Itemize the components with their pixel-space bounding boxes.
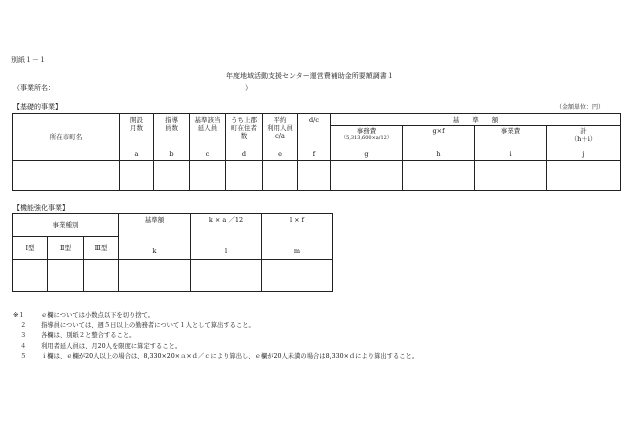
cell-m[interactable] (262, 260, 333, 292)
header-open-months: 開設 月数 a (120, 114, 154, 161)
cell-j[interactable] (547, 161, 621, 191)
header-project-cost: 事業費 i (475, 126, 547, 161)
enhance-table (12, 213, 333, 292)
doc-label: 別紙１－１ (11, 56, 46, 64)
note-item: ３ 各欄は、別紙２と整合すること。 (20, 332, 136, 340)
header-upper-town-users: うち上郡 町在住者 数 d (226, 114, 263, 161)
header-gf: g×f h (403, 126, 475, 161)
cell-d[interactable] (226, 161, 263, 191)
header-leaders: 指導 員数 b (154, 114, 190, 161)
cell-a[interactable] (120, 161, 154, 191)
office-name-label: （事業所名： (13, 84, 55, 92)
header-base-users: 基準該当 延人員 c (190, 114, 226, 161)
cell-type-1[interactable] (13, 260, 48, 292)
header-total: 計 （h＋i） j (547, 126, 621, 161)
note-item: ５ ｉ欄は、ｅ欄が20人以上の場合は、8,330×20×ａ×ｄ／ｃにより算出し、ｅ欄が20人未満の場合は8,330×ｄにより算出すること。 (20, 352, 419, 360)
cell-type-2[interactable] (48, 260, 84, 292)
header-formula-l: k × a ／12 l (191, 214, 262, 260)
notes (13, 311, 418, 362)
cell-b[interactable] (154, 161, 190, 191)
page-title: 年度地域活動支援センター運営費補助金所要額調書１ (226, 72, 394, 80)
unit-label: （金額単位：円） (556, 104, 605, 111)
cell-g[interactable] (331, 161, 403, 191)
note-item: ※１ ｅ欄については小数点以下を切り捨て。 (13, 312, 155, 319)
cell-e[interactable] (263, 161, 298, 191)
enhance-section-label: 【機能強化事業】 (13, 204, 69, 212)
header-avg-users: 平約 利用人員 c/a e (263, 114, 298, 161)
cell-i[interactable] (475, 161, 547, 191)
cell-type-3[interactable] (84, 260, 119, 292)
header-type-1: Ⅰ型 (13, 237, 48, 260)
cell-f[interactable] (298, 161, 331, 191)
cell-location[interactable] (13, 161, 120, 191)
basic-section-label: 【基礎的事業】 (13, 103, 62, 111)
header-base-k: 基準額 k (119, 214, 191, 260)
header-office-cost: 事務費 （5,313,600×a/12） g (331, 126, 403, 161)
cell-c[interactable] (190, 161, 226, 191)
header-type-3: Ⅲ型 (84, 237, 119, 260)
cell-k[interactable] (119, 260, 191, 292)
header-dc: d/c f (298, 114, 331, 161)
cell-l[interactable] (191, 260, 262, 292)
header-location: 所在市町名 (13, 114, 120, 161)
office-name-close: ） (245, 84, 252, 92)
cell-h[interactable] (403, 161, 475, 191)
header-type-2: Ⅱ型 (48, 237, 84, 260)
header-formula-m: l × f m (262, 214, 333, 260)
basic-table (12, 113, 621, 191)
note-item: ４ 利用者延人員は、月20人を限度に算定すること。 (20, 342, 182, 350)
note-item: ２ 指導員については、週５日以上の勤務者について１人として算出すること。 (20, 322, 255, 330)
header-business-type: 事業種別 (13, 214, 119, 237)
header-base-amount: 基 準 額 (331, 114, 621, 126)
